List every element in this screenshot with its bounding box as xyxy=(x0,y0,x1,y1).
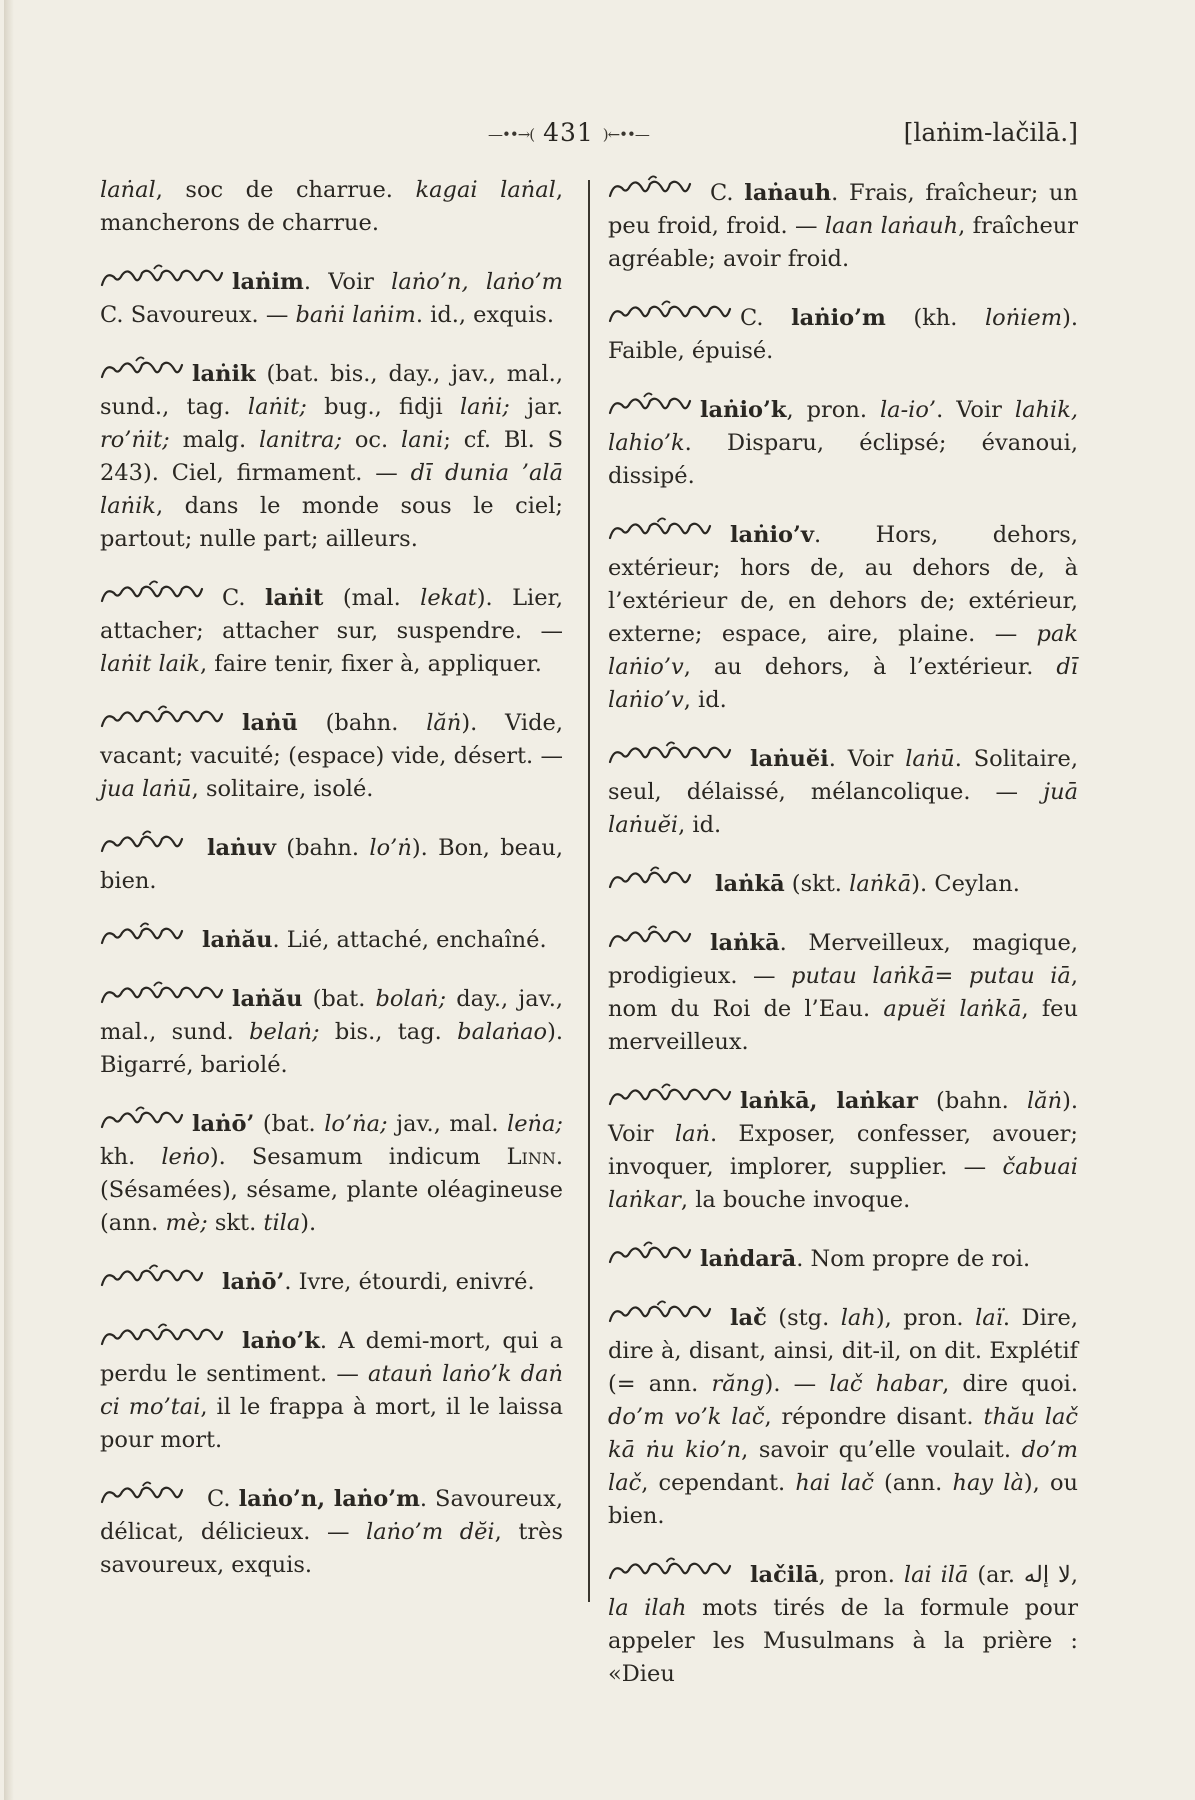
entry-text xyxy=(100,1480,563,1582)
dictionary-entry xyxy=(100,1480,563,1582)
italic-term: laṅ xyxy=(674,1121,710,1147)
italic-term: do’m lač xyxy=(608,1437,1078,1496)
definition-text: . Lié, attaché, enchaîné. xyxy=(272,927,547,953)
dictionary-entry xyxy=(100,1322,563,1457)
italic-term: lanitra; xyxy=(258,427,355,453)
entry-text xyxy=(608,391,1078,493)
headword: laṅkā xyxy=(715,871,785,897)
definition-text: , feu merveilleux. xyxy=(608,996,1078,1055)
definition-text: , id. xyxy=(683,687,727,713)
italic-term: lekat xyxy=(420,585,477,611)
italic-term: baṅi laṅim xyxy=(295,302,416,328)
definition-text: C. xyxy=(207,1486,239,1512)
italic-term: čabuai laṅkar xyxy=(608,1154,1078,1213)
headword: laṅo’n, laṅo’m xyxy=(238,1486,420,1512)
headword: laṅdarā xyxy=(700,1246,797,1272)
headword: laṅō’ xyxy=(192,1111,255,1137)
definition-text: , répondre disant. xyxy=(764,1404,984,1430)
italic-term: lo’ṅa; xyxy=(324,1111,397,1137)
italic-term: bolaṅ; xyxy=(375,986,457,1012)
definition-text: , il le frappa à mort, il le laissa pour mort. xyxy=(100,1394,563,1453)
italic-term: mè; xyxy=(165,1210,215,1236)
definition-text: , très savoureux, exquis. xyxy=(100,1519,564,1578)
headword: lačilā xyxy=(750,1562,819,1588)
definition-text: kh. xyxy=(100,1144,162,1170)
dictionary-entry xyxy=(100,1105,563,1240)
cham-script-glyph xyxy=(100,355,180,385)
cham-script-glyph xyxy=(100,1105,180,1135)
definition-text: , au dehors, à l’extérieur. xyxy=(683,654,1057,680)
italic-term: loṅiem xyxy=(984,305,1063,331)
definition-text: . Merveilleux, magique, prodigieux. — xyxy=(608,930,1078,989)
cham-script-glyph xyxy=(608,391,688,421)
entry-text xyxy=(100,704,563,806)
page-number-line xyxy=(488,118,649,147)
dictionary-entry xyxy=(100,980,563,1082)
dictionary-entry xyxy=(608,1556,1078,1691)
entry-text xyxy=(608,1556,1078,1691)
definition-text: (bat. xyxy=(254,1111,325,1137)
italic-term: tila xyxy=(263,1210,301,1236)
entry-text xyxy=(608,1240,1078,1276)
italic-term: kagai laṅal xyxy=(415,177,556,203)
definition-text: . Solitaire, seul, délaissé, mélancolique. — xyxy=(608,746,1078,805)
entry-text xyxy=(100,921,563,957)
definition-text: . Nom propre de roi. xyxy=(796,1246,1031,1272)
definition-text: day., jav., mal., sund. xyxy=(100,986,563,1045)
cham-script-glyph xyxy=(100,704,230,734)
definition-text: ). Bigarré, bariolé. xyxy=(100,1019,563,1078)
italic-term: pak laṅio’v xyxy=(608,621,1078,680)
definition-text: bug., fidji xyxy=(324,394,460,420)
definition-text: (bat. bis., day., jav., mal., sund., tag. xyxy=(100,361,563,420)
definition-text: . A demi-mort, qui a perdu le sentiment. — xyxy=(100,1328,563,1387)
definition-text: C. xyxy=(710,180,745,206)
dictionary-entry xyxy=(608,391,1078,493)
definition-text: (bahn. xyxy=(917,1088,1027,1114)
italic-term: lani xyxy=(401,427,444,453)
italic-term: laan laṅauh xyxy=(824,213,959,239)
dictionary-entry xyxy=(608,740,1078,842)
definition-text: , pron. xyxy=(818,1562,904,1588)
headword: lač xyxy=(730,1305,767,1331)
definition-text: skt. xyxy=(214,1210,264,1236)
headword: laṅkā, laṅkar xyxy=(740,1088,918,1114)
definition-text: , dans le monde sous le ciel; partout; nulle part; ailleurs. xyxy=(100,493,563,552)
cham-script-glyph xyxy=(608,865,703,895)
italic-term: lăṅ xyxy=(1026,1088,1063,1114)
cham-script-glyph xyxy=(608,1299,718,1329)
italic-term: la-io’ xyxy=(879,397,937,423)
italic-term: lah xyxy=(840,1305,876,1331)
entry-text xyxy=(100,1322,563,1457)
cham-script-glyph xyxy=(608,740,738,770)
definition-text: . Voir xyxy=(828,746,906,772)
italic-term: dī laṅio’v xyxy=(608,654,1078,713)
headword: laṅkā xyxy=(710,930,780,956)
italic-term: laṅū xyxy=(905,746,955,772)
headword: laṅio’k xyxy=(700,397,787,423)
cham-script-glyph xyxy=(608,1082,728,1112)
definition-text: , pron. xyxy=(786,397,880,423)
page-edge-shadow xyxy=(4,0,14,1800)
italic-term: lăṅ xyxy=(426,710,462,736)
entry-text xyxy=(608,740,1078,842)
definition-text: , fraîcheur agréable; avoir froid. xyxy=(608,213,1079,272)
headword: laṅău xyxy=(202,927,273,953)
entry-text xyxy=(100,579,563,681)
definition-text: ). Bon, beau, bien. xyxy=(100,835,563,894)
italic-term: leṅa; xyxy=(507,1111,564,1137)
definition-text: ). Ceylan. xyxy=(911,871,1020,897)
headword: laṅău xyxy=(232,986,303,1012)
italic-term: ro’ṅit; xyxy=(100,427,183,453)
italic-term: laṅal xyxy=(100,177,156,203)
italic-term: atauṅ laṅo’k daṅ ci mo’tai xyxy=(100,1361,563,1420)
definition-text: . Hors, dehors, extérieur; hors de, au dehors de, à l’extérieur de, en dehors de; extérieur, externe; espace, aire, plaine. — xyxy=(608,522,1078,647)
entry-text xyxy=(100,355,563,556)
headword: laṅik xyxy=(192,361,256,387)
definition-text: (mal. xyxy=(323,585,421,611)
right-column xyxy=(608,174,1078,1714)
headword: laṅit xyxy=(264,585,324,611)
definition-text: , id. xyxy=(678,812,722,838)
definition-text: . Exposer, confesser, avouer; invoquer, implorer, supplier. — xyxy=(608,1121,1078,1180)
cham-script-glyph xyxy=(608,1240,688,1270)
italic-term: belaṅ; xyxy=(249,1019,335,1045)
dictionary-entry xyxy=(608,1082,1078,1217)
definition-text: bis., tag. xyxy=(334,1019,458,1045)
italic-term: putau laṅkā= putau iā xyxy=(791,963,1071,989)
definition-text: . Voir xyxy=(936,397,1015,423)
italic-term: laṅi; xyxy=(459,394,528,420)
ornament-left: —••→( xyxy=(488,125,535,144)
dictionary-entry xyxy=(608,1299,1078,1533)
italic-term: thău lač kā ṅu kio’n xyxy=(608,1404,1078,1463)
cham-script-glyph xyxy=(608,299,728,329)
dictionary-entry xyxy=(608,299,1078,368)
dictionary-entry xyxy=(100,355,563,556)
definition-text: oc. xyxy=(354,427,402,453)
italic-term: jua laṅū xyxy=(100,776,192,802)
definition-text: (bahn. xyxy=(275,835,370,861)
dictionary-entry xyxy=(100,921,563,957)
cham-script-glyph xyxy=(100,921,190,951)
definition-text: ). Vide, vacant; vacuité; (espace) vide, désert. — xyxy=(100,710,563,769)
definition-text: ). Lier, attacher; attacher sur, suspendre. — xyxy=(100,585,563,644)
cham-script-glyph xyxy=(608,516,718,546)
definition-text: (bahn. xyxy=(297,710,427,736)
cham-script-glyph xyxy=(100,263,220,293)
dictionary-entry xyxy=(100,829,563,898)
italic-term: hay là xyxy=(952,1470,1024,1496)
definition-text: ). Voir xyxy=(608,1088,1078,1147)
cham-script-glyph xyxy=(608,924,698,954)
definition-text: (ar. لا إله, xyxy=(968,1562,1079,1588)
headword: laṅio’m xyxy=(791,305,886,331)
definition-text: (skt. xyxy=(784,871,850,897)
definition-text: , nom du Roi de l’Eau. xyxy=(608,963,1078,1022)
definition-text: , mancherons de charrue. xyxy=(100,177,563,236)
dictionary-entry xyxy=(608,1240,1078,1276)
definition-text: C. xyxy=(740,305,792,331)
italic-term: laṅit; xyxy=(247,394,325,420)
definition-text: . Ivre, étourdi, enivré. xyxy=(284,1269,535,1295)
italic-term: lahik, lahio’k xyxy=(608,397,1078,456)
dictionary-entry xyxy=(100,579,563,681)
entry-text xyxy=(608,516,1078,717)
definition-text: . Frais, fraîcheur; un peu froid, froid. — xyxy=(608,180,1078,239)
entry-text xyxy=(100,263,563,332)
definition-text: C. xyxy=(222,585,265,611)
italic-term: balaṅao xyxy=(457,1019,548,1045)
italic-term: juā laṅuĕi xyxy=(608,779,1078,838)
definition-text: ). Faible, épuisé. xyxy=(608,305,1079,364)
cham-script-glyph xyxy=(100,1263,210,1293)
definition-text: mots tirés de la formule pour appeler les Musulmans à la prière : «Dieu xyxy=(608,1595,1079,1687)
definition-text: . Disparu, éclipsé; évanoui, dissipé. xyxy=(608,430,1078,489)
italic-term: lai ilā xyxy=(903,1562,969,1588)
entry-text xyxy=(100,1263,563,1299)
italic-term: laṅo’m dĕi xyxy=(366,1519,495,1545)
definition-text: , la bouche invoque. xyxy=(680,1187,911,1213)
dictionary-entry xyxy=(100,704,563,806)
italic-term: la ilah xyxy=(608,1595,687,1621)
definition-text: , soc de charrue. xyxy=(155,177,416,203)
definition-text: jar. xyxy=(527,394,563,420)
definition-text: ). xyxy=(300,1210,317,1236)
headword: laṅo’k xyxy=(242,1328,320,1354)
dictionary-entry xyxy=(100,174,563,240)
entry-text xyxy=(100,174,563,240)
definition-text: ), ou bien. xyxy=(608,1470,1078,1529)
definition-text: C. Savoureux. — xyxy=(100,302,296,328)
page-number: 431 xyxy=(543,118,594,147)
definition-text: , cependant. xyxy=(641,1470,796,1496)
definition-text: , dire quoi. xyxy=(942,1371,1079,1397)
column-divider xyxy=(588,180,590,1602)
italic-term: leṅo xyxy=(161,1144,210,1170)
cham-script-glyph xyxy=(608,1556,738,1586)
ornament-right: )←••— xyxy=(602,125,649,144)
entry-text xyxy=(608,924,1078,1059)
headword: laṅuĕi xyxy=(750,746,829,772)
definition-text: , faire tenir, fixer à, appliquer. xyxy=(199,651,542,677)
definition-text: (bat. xyxy=(302,986,376,1012)
entry-text xyxy=(608,1082,1078,1217)
headword: laṅauh xyxy=(744,180,832,206)
cham-script-glyph xyxy=(608,174,698,204)
definition-text: malg. xyxy=(182,427,259,453)
cham-script-glyph xyxy=(100,980,220,1010)
italic-term: dī dunia ’alā laṅik xyxy=(100,460,563,519)
entry-text xyxy=(608,865,1078,901)
definition-text: (stg. xyxy=(766,1305,841,1331)
italic-term: do’m vo’k lač xyxy=(608,1404,765,1430)
author-abbrev: Linn. xyxy=(506,1144,563,1170)
dictionary-entry xyxy=(608,174,1078,276)
entry-range: [laṅim-lačilā.] xyxy=(903,118,1078,147)
definition-text: , savoir qu’elle voulait. xyxy=(741,1437,1022,1463)
italic-term: apuĕi laṅkā xyxy=(883,996,1022,1022)
italic-term: lač habar xyxy=(829,1371,943,1397)
entry-text xyxy=(608,299,1078,368)
definition-text: ; cf. Bl. S 243). Ciel, firmament. — xyxy=(100,427,564,486)
dictionary-entry xyxy=(608,516,1078,717)
entry-text xyxy=(100,1105,563,1240)
cham-script-glyph xyxy=(100,1322,230,1352)
italic-term: lo’ṅ xyxy=(369,835,412,861)
definition-text: jav., mal. xyxy=(396,1111,508,1137)
italic-term: răng xyxy=(711,1371,765,1397)
definition-text: . Savoureux, délicat, délicieux. — xyxy=(100,1486,564,1545)
definition-text: (ann. xyxy=(873,1470,953,1496)
definition-text: ), pron. xyxy=(875,1305,976,1331)
italic-term: laṅkā xyxy=(849,871,912,897)
headword: laṅō’ xyxy=(222,1269,285,1295)
italic-term: laṅo’n, laṅo’m xyxy=(391,269,563,295)
entry-text xyxy=(608,1299,1078,1533)
entry-text xyxy=(608,174,1078,276)
page-header xyxy=(0,118,1195,158)
dictionary-entry xyxy=(608,924,1078,1059)
definition-text: . Voir xyxy=(303,269,392,295)
definition-text: ). — xyxy=(764,1371,830,1397)
dictionary-entry xyxy=(608,865,1078,901)
definition-text: ). Sesamum indicum xyxy=(209,1144,507,1170)
headword: laṅim xyxy=(232,269,304,295)
cham-script-glyph xyxy=(100,1480,195,1510)
entry-text xyxy=(100,829,563,898)
headword: laṅio’v xyxy=(730,522,814,548)
cham-script-glyph xyxy=(100,829,195,859)
cham-script-glyph xyxy=(100,579,210,609)
headword: laṅuv xyxy=(207,835,276,861)
left-column xyxy=(100,174,563,1605)
italic-term: laï xyxy=(975,1305,1003,1331)
definition-text: . Dire, dire à, disant, ainsi, dit-il, on dit. Explétif (= ann. xyxy=(608,1305,1078,1397)
dictionary-entry xyxy=(100,1263,563,1299)
entry-text xyxy=(100,980,563,1082)
definition-text: . id., exquis. xyxy=(415,302,554,328)
definition-text: (Sésamées), sésame, plante oléagineuse (ann. xyxy=(100,1177,563,1236)
dictionary-entry xyxy=(100,263,563,332)
italic-term: laṅit laik xyxy=(100,651,200,677)
definition-text: , solitaire, isolé. xyxy=(191,776,374,802)
italic-term: hai lač xyxy=(795,1470,874,1496)
definition-text: (kh. xyxy=(885,305,985,331)
headword: laṅū xyxy=(242,710,298,736)
